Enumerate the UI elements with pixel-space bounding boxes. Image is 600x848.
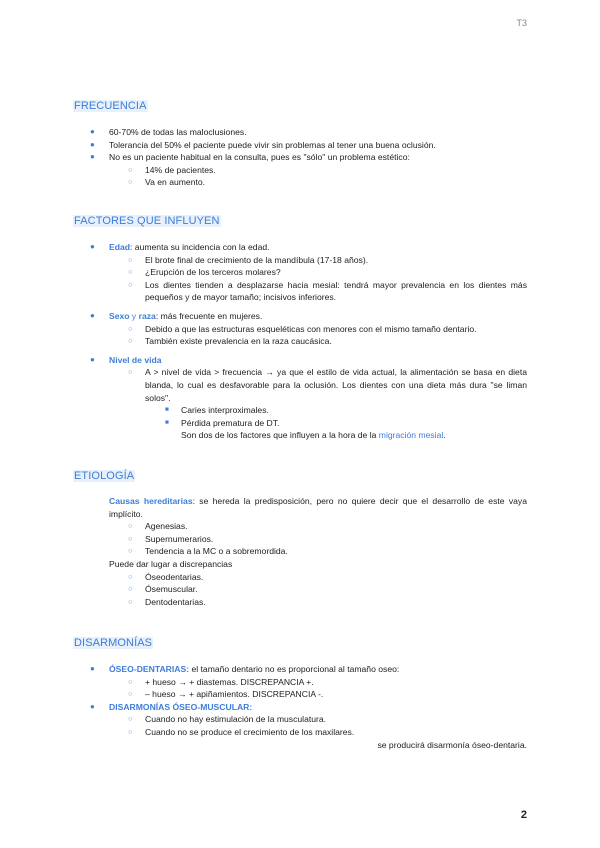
list-item: ○ ¿Erupción de los terceros molares? xyxy=(128,267,281,278)
list-item: ● 60-70% de todas las maloclusiones. xyxy=(90,127,247,137)
circle-bullet-icon: ○ xyxy=(128,164,133,174)
circle-bullet-icon: ○ xyxy=(128,267,133,277)
circle-bullet-icon: ○ xyxy=(128,596,133,606)
list-item: ○ – hueso → + apiñamientos. DISCREPANCIA -. xyxy=(128,689,324,700)
disarmonia-note: se producirá disarmonía óseo-dentaria. xyxy=(377,739,527,750)
bullet-icon: ● xyxy=(90,701,95,711)
heading-etiologia: ETIOLOGÍA xyxy=(74,470,135,482)
list-item-sexo: ● Sexo y raza: más frecuente en mujeres. xyxy=(90,310,263,321)
circle-bullet-icon: ○ xyxy=(128,521,133,531)
list-item: ● Tolerancia del 50% el paciente puede vivir sin problemas al tener una buena oclusión. xyxy=(90,139,436,150)
section-frecuencia xyxy=(73,126,527,189)
circle-bullet-icon: ○ xyxy=(128,336,133,346)
list-item: ■ Pérdida prematura de DT. xyxy=(165,417,280,428)
circle-bullet-icon: ○ xyxy=(128,571,133,581)
list-item-note: Son dos de los factores que influyen a la hora de la migración mesial. xyxy=(181,430,446,441)
bullet-icon: ● xyxy=(90,242,95,251)
circle-bullet-icon: ○ xyxy=(128,714,133,724)
circle-bullet-icon: ○ xyxy=(128,726,133,736)
list-item: ○ Cuando no se produce el crecimiento de los maxilares. xyxy=(128,726,355,737)
circle-bullet-icon: ○ xyxy=(128,254,133,264)
list-item: ○ Ósemuscular. xyxy=(128,584,198,595)
bullet-icon: ● xyxy=(90,139,95,149)
circle-bullet-icon: ○ xyxy=(128,177,133,187)
circle-bullet-icon: ○ xyxy=(128,546,133,556)
list-item: ○ Cuando no hay estimulación de la musculatura. xyxy=(128,714,327,725)
page-number: 2 xyxy=(520,809,527,821)
list-item: ○ El brote final de crecimiento de la mandíbula (17-18 años). xyxy=(128,254,369,265)
circle-bullet-icon: ○ xyxy=(128,323,133,333)
list-item-nivel-vida: ● Nivel de vida xyxy=(90,354,162,365)
square-bullet-icon: ■ xyxy=(165,418,169,426)
list-item-edad: ● Edad: aumenta su incidencia con la edad. xyxy=(90,242,270,252)
list-item: ○ También existe prevalencia en la raza caucásica. xyxy=(128,336,332,347)
heading-factores: FACTORES QUE INFLUYEN xyxy=(74,215,220,227)
list-item-oseo-muscular: ● DISARMONÍAS ÓSEO-MUSCULAR: xyxy=(90,701,253,712)
list-item: ○ Los dientes tienden a desplazarse hacia mesial: tendrá mayor prevalencia en los dientes más pequeños y de mayor tamaño; incisivos inferiores. xyxy=(128,279,527,303)
page-header-code: T3 xyxy=(516,18,527,28)
heading-frecuencia: FRECUENCIA xyxy=(74,100,147,112)
section-factores xyxy=(73,241,527,442)
list-item: ○ 14% de pacientes. xyxy=(128,164,216,175)
list-item-oseo-dentarias: ● ÓSEO-DENTARIAS: el tamaño dentario no es proporcional al tamaño oseo: xyxy=(90,664,400,674)
list-item: ○ Tendencia a la MC o a sobremordida. xyxy=(128,546,288,557)
causas-paragraph: Causas hereditarias: se hereda la predisposición, pero no quiere decir que el desarrollo de este vaya implícito. xyxy=(109,496,527,519)
bullet-icon: ● xyxy=(90,152,95,162)
circle-bullet-icon: ○ xyxy=(128,689,133,699)
circle-bullet-icon: ○ xyxy=(128,676,133,686)
section-etiologia xyxy=(73,495,527,608)
bullet-icon: ● xyxy=(90,664,95,673)
list-item: ○ Dentodentarias. xyxy=(128,596,206,607)
puede-paragraph: Puede dar lugar a discrepancias xyxy=(109,558,233,569)
list-item: ○ Agenesias. xyxy=(128,521,188,532)
list-item: ○ + hueso → + diastemas. DISCREPANCIA +. xyxy=(128,676,314,687)
list-item: ○ Óseodentarias. xyxy=(128,571,204,582)
bullet-icon: ● xyxy=(90,354,95,364)
list-item: ○ Va en aumento. xyxy=(128,177,206,188)
list-item: ○ Supernumerarios. xyxy=(128,533,214,544)
circle-bullet-icon: ○ xyxy=(128,533,133,543)
bullet-icon: ● xyxy=(90,127,95,136)
circle-bullet-icon: ○ xyxy=(128,367,133,377)
circle-bullet-icon: ○ xyxy=(128,584,133,594)
list-item: ○ Debido a que las estructuras esqueléticas con menores con el mismo tamaño dentario. xyxy=(128,323,477,334)
square-bullet-icon: ■ xyxy=(165,406,169,414)
list-item: ○ A > nivel de vida > frecuencia → ya que el estilo de vida actual, la alimentación se basa en dieta blanda, lo cual es desfavorable para la oclusión. Los dientes con una dieta más dura "se liman solos". xyxy=(128,367,527,403)
heading-disarmonias: DISARMONÍAS xyxy=(74,637,153,649)
circle-bullet-icon: ○ xyxy=(128,279,133,289)
list-item: ■ Caries interproximales. xyxy=(165,405,269,416)
bullet-icon: ● xyxy=(90,310,95,320)
section-disarmonias xyxy=(73,663,527,751)
list-item: ● No es un paciente habitual en la consulta, pues es "sólo" un problema estético: xyxy=(90,152,410,163)
